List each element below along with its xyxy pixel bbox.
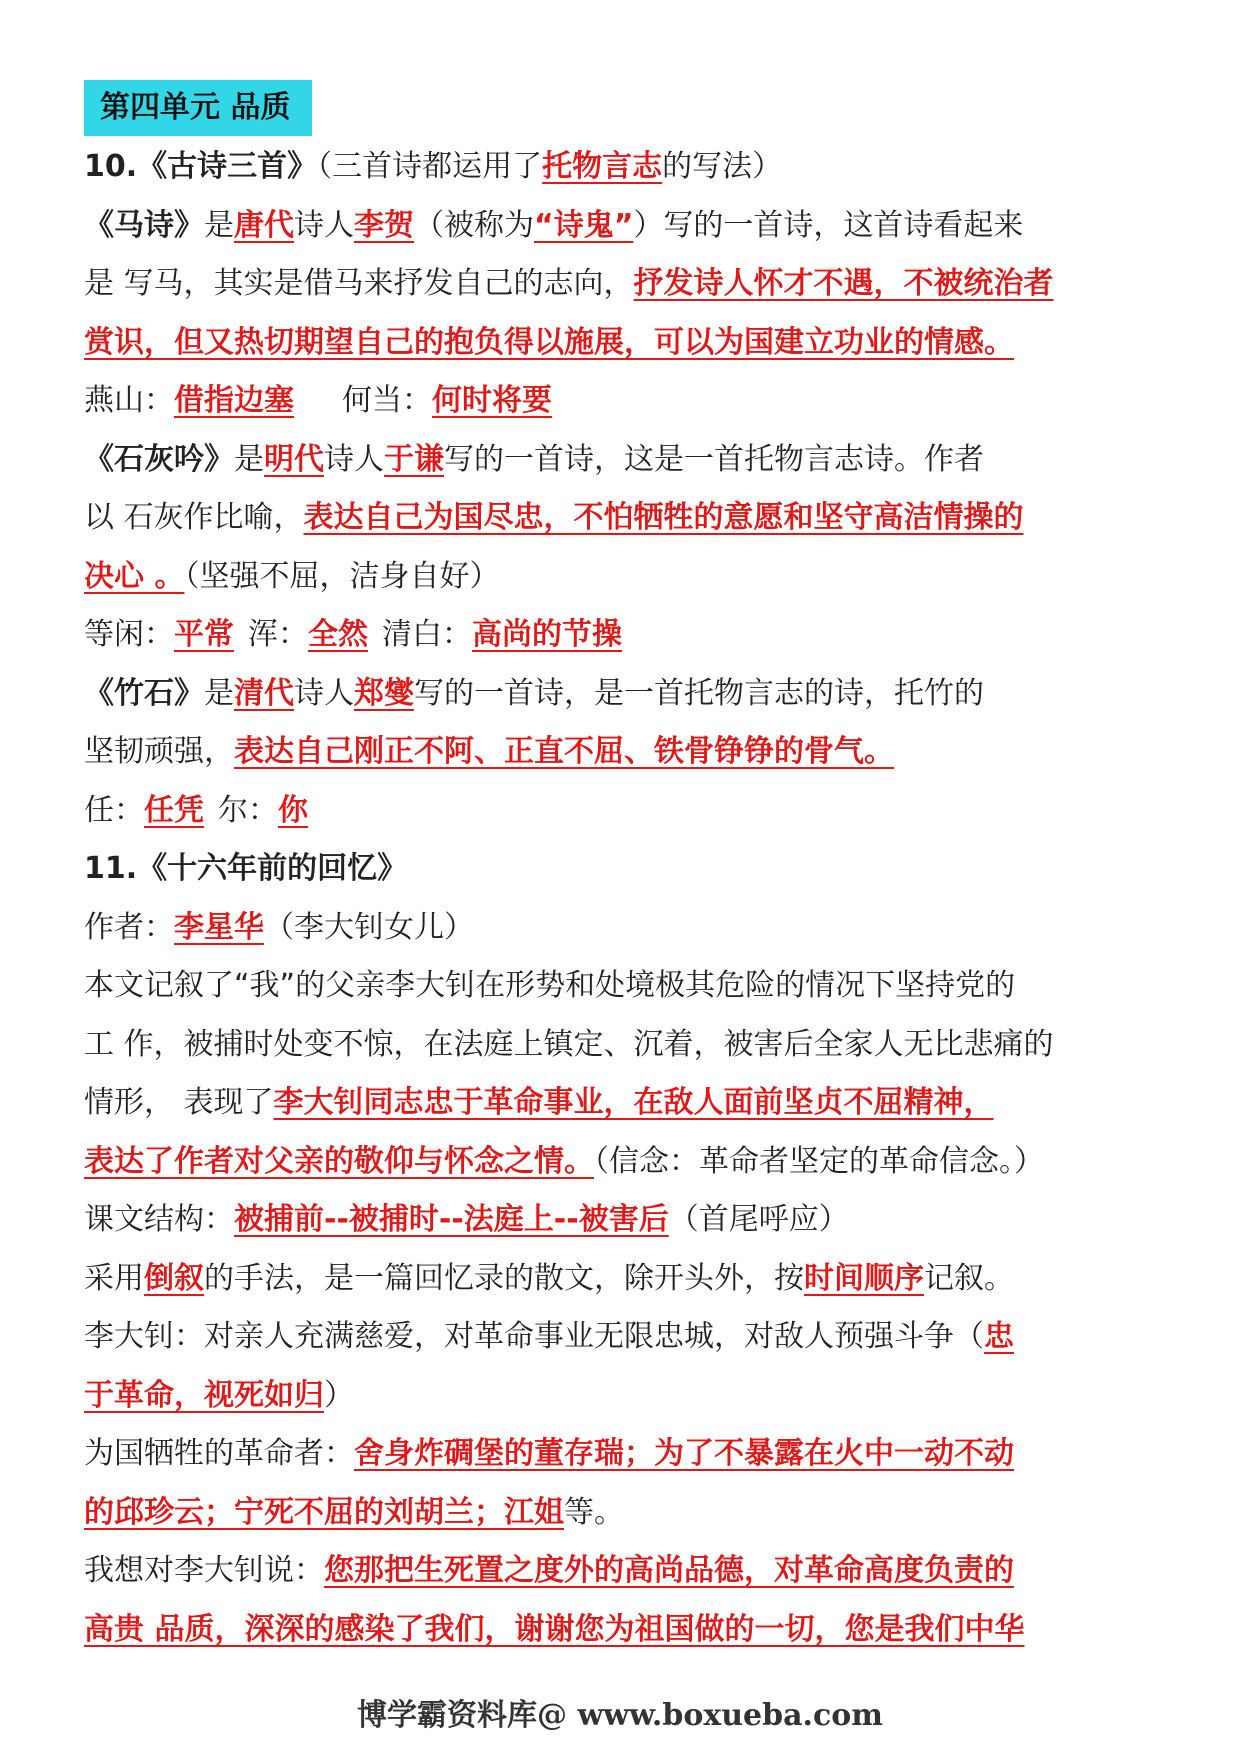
unit-title: 第四单元 品质	[84, 80, 312, 136]
answer: 倒叙	[144, 1260, 204, 1296]
method-line: 采用倒叙的手法，是一篇回忆录的散文，除开头外，按时间顺序记叙。	[84, 1260, 1014, 1296]
answer: 高尚的节操	[472, 617, 622, 652]
answer: 高贵 品质，深深的感染了我们，谢谢您为祖国做的一切，您是我们中华	[84, 1611, 1025, 1647]
shihuiyin-line-3: 决心 。（坚强不屈，洁身自好）	[84, 558, 500, 594]
answer: 平常	[174, 617, 234, 652]
lesson-10-heading-line: 10.《古诗三首》（三首诗都运用了托物言志的写法）	[84, 149, 783, 184]
answer: 于谦	[384, 441, 444, 477]
summary-line-3: 情形， 表现了李大钊同志忠于革命事业，在敌人面前坚贞不屈精神，	[84, 1085, 994, 1120]
answer: 时间顺序	[804, 1260, 924, 1296]
zhushi-line-2: 坚韧顽强，表达自己刚正不阿、正直不屈、铁骨铮铮的骨气。	[84, 734, 894, 769]
summary-line-1: 本文记叙了“我”的父亲李大钊在形势和处境极其危险的情况下坚持党的	[84, 968, 1016, 1003]
shihuiyin-line-1: 《石灰吟》是明代诗人于谦写的一首诗，这是一首托物言志诗。作者	[84, 441, 984, 477]
answer: “诗鬼”	[534, 207, 634, 243]
answer: 表达自己为国尽忠，不怕牺牲的意愿和坚守高洁情操的	[303, 500, 1024, 535]
lesson-11-heading: 11.《十六年前的回忆》	[84, 851, 408, 886]
answer: 表达了作者对父亲的敬仰与怀念之情。	[84, 1143, 594, 1179]
answer: 您那把生死置之度外的高尚品德，对革命高度负责的	[324, 1553, 1014, 1588]
answer: 郑燮	[354, 675, 414, 711]
shihuiyin-gloss: 等闲：平常 浑：全然 清白：高尚的节操	[84, 617, 622, 652]
answer: 何时将要	[432, 383, 552, 418]
answer: 全然	[308, 617, 368, 652]
ldz-line-2: 于革命，视死如归）	[84, 1377, 354, 1413]
lesson-10-heading: 10.《古诗三首》	[84, 149, 318, 184]
answer: 抒发诗人怀才不遇，不被统治者	[633, 266, 1054, 301]
answer: 的邱珍云；宁死不屈的刘胡兰；江姐	[84, 1494, 564, 1530]
answer: 李贺	[354, 207, 414, 243]
answer: 表达自己刚正不阿、正直不屈、铁骨铮铮的骨气。	[234, 734, 894, 769]
answer: 你	[278, 792, 308, 828]
footer-watermark: 博学霸资料库@ www.boxueba.com	[357, 1698, 883, 1733]
ldz-line-1: 李大钊：对亲人充满慈爱，对革命事业无限忠城，对敌人预强斗争（忠	[84, 1319, 1014, 1354]
answer: 任凭	[144, 792, 204, 828]
summary-line-2: 工 作，被捕时处变不惊，在法庭上镇定、沉着，被害后全家人无比悲痛的	[84, 1026, 1054, 1062]
answer: 明代	[264, 441, 324, 477]
answer: 忠	[984, 1319, 1014, 1354]
answer: 于革命，视死如归	[84, 1377, 324, 1413]
poem-title: 《马诗》	[84, 207, 204, 243]
mashi-gloss: 燕山：借指边塞 何当：何时将要	[84, 383, 552, 418]
document-page	[84, 80, 1169, 1659]
answer: 李大钊同志忠于革命事业，在敌人面前坚贞不屈精神，	[273, 1085, 994, 1120]
shihuiyin-line-2: 以 石灰作比喻，表达自己为国尽忠，不怕牺牲的意愿和坚守高洁情操的	[84, 500, 1024, 535]
mashi-line-3	[84, 314, 1169, 373]
martyrs-line-1: 为国牺牲的革命者：舍身炸碉堡的董存瑞；为了不暴露在火中一动不动	[84, 1436, 1014, 1471]
poem-title: 《竹石》	[84, 675, 204, 711]
answer: 唐代	[234, 207, 294, 243]
zhushi-gloss: 任：任凭 尔：你	[84, 792, 308, 828]
poem-title: 《石灰吟》	[84, 441, 234, 477]
martyrs-line-2: 的邱珍云；宁死不屈的刘胡兰；江姐等。	[84, 1494, 624, 1530]
say-line-2	[84, 1601, 1169, 1660]
technique-answer: 托物言志	[542, 149, 663, 184]
answer: 舍身炸碉堡的董存瑞；为了不暴露在火中一动不动	[354, 1436, 1014, 1471]
structure-line: 课文结构：被捕前--被捕时--法庭上--被害后（首尾呼应）	[84, 1202, 849, 1237]
author-answer: 李星华	[174, 909, 264, 945]
answer: 决心 。	[84, 558, 185, 594]
author-line: 作者：李星华（李大钊女儿）	[84, 909, 474, 945]
answer: 被捕前--被捕时--法庭上--被害后	[234, 1202, 669, 1237]
summary-line-4: 表达了作者对父亲的敬仰与怀念之情。（信念：革命者坚定的革命信念。）	[84, 1143, 1044, 1179]
mashi-line-1: 《马诗》是唐代诗人李贺（被称为“诗鬼”）写的一首诗，这首诗看起来	[84, 207, 1024, 243]
answer: 赏识，但又热切期望自己的抱负得以施展，可以为国建立功业的情感。	[84, 324, 1014, 360]
answer: 清代	[234, 675, 294, 711]
lesson-11-heading-line	[84, 840, 1169, 899]
zhushi-line-1: 《竹石》是清代诗人郑燮写的一首诗，是一首托物言志的诗，托竹的	[84, 675, 984, 711]
answer: 借指边塞	[174, 383, 294, 418]
mashi-line-2: 是 写马，其实是借马来抒发自己的志向，抒发诗人怀才不遇，不被统治者	[84, 266, 1054, 301]
say-line-1: 我想对李大钊说：您那把生死置之度外的高尚品德，对革命高度负责的	[84, 1553, 1014, 1588]
